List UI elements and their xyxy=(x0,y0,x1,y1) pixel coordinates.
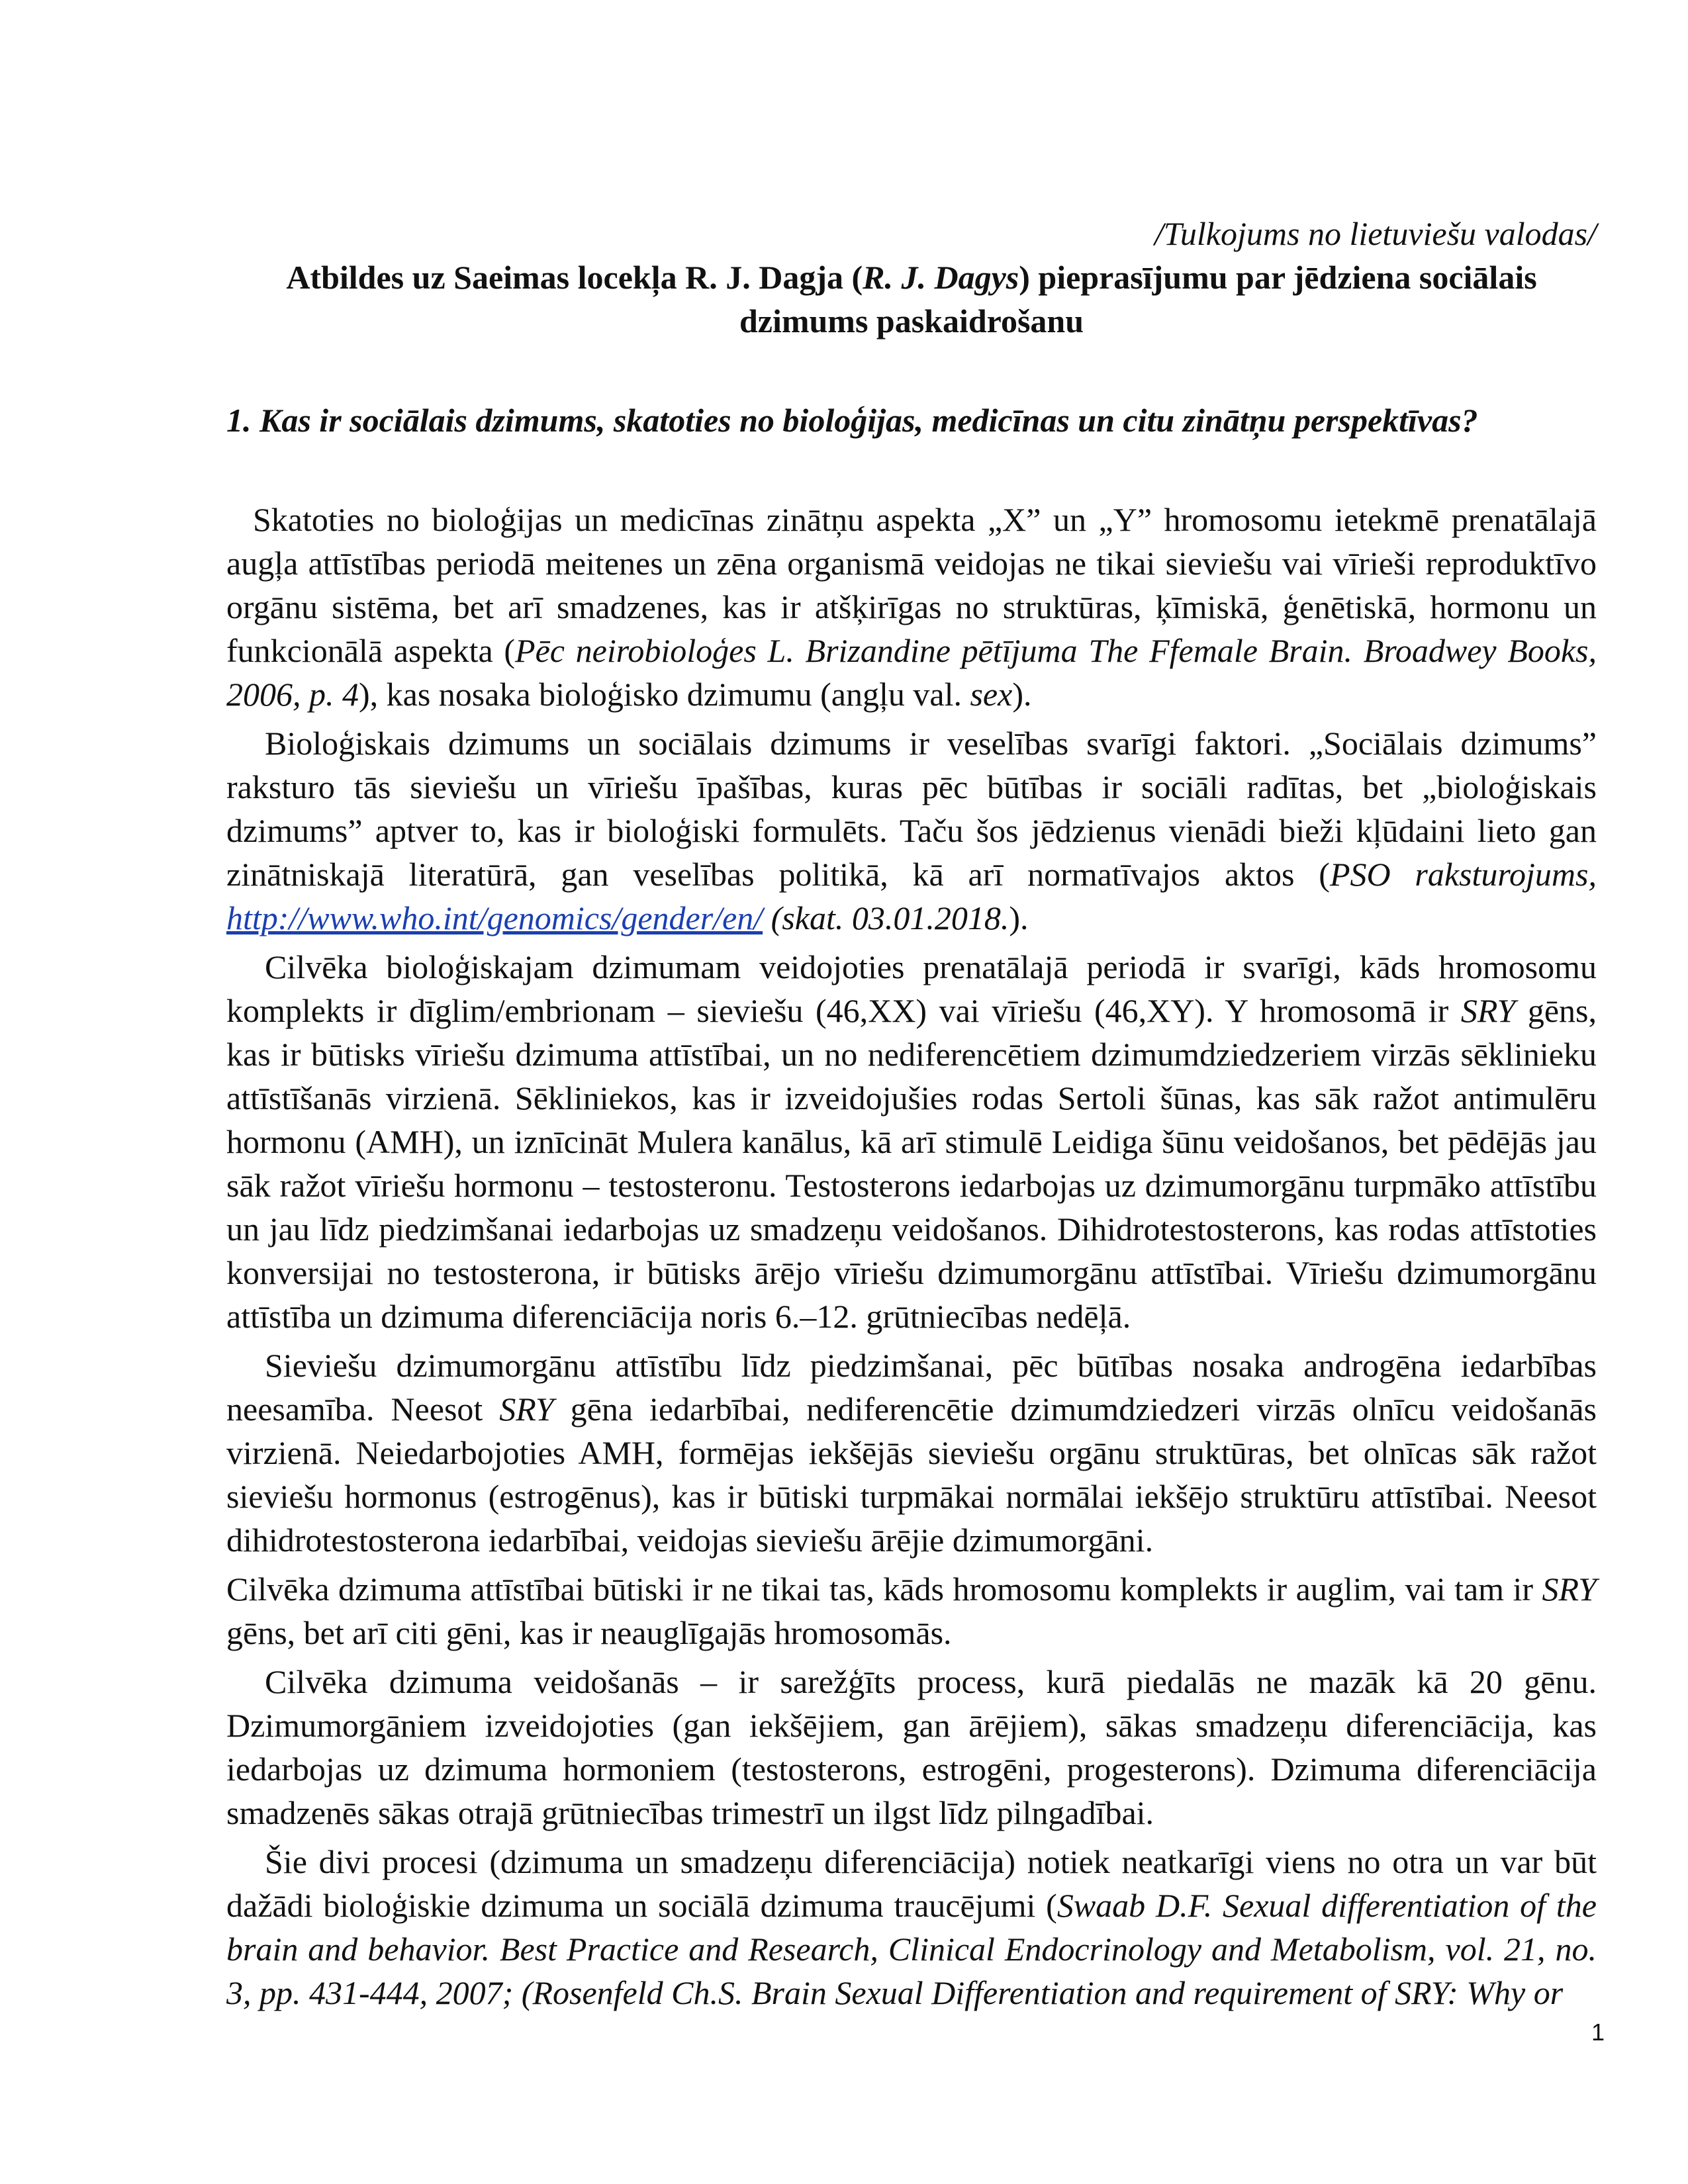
paragraph-text: ). xyxy=(1012,676,1032,713)
translation-note: /Tulkojums no lietuviešu valodas/ xyxy=(1154,215,1597,252)
gene-italic: SRY xyxy=(1460,992,1516,1029)
citation-italic: (skat. 03.01.2018. xyxy=(763,899,1009,936)
paragraph-text: Skatoties no bioloģijas un medicīnas zinātņu aspekta „X” un „Y” hromosomu ietekmē prenatālajā augļa attīstības periodā meitenes un zēna organismā veidojas ne tikai sieviešu vai vīrieši reproduktīvo orgānu sistēma, bet arī smadzenes, kas ir atšķirīgas no struktūras, ķīmiskā, ģenētiskā, hormonu un funkcionālā aspekta ( xyxy=(226,501,1597,669)
document-page xyxy=(226,212,1597,2020)
paragraph-5 xyxy=(226,1567,1597,1655)
who-link[interactable]: http://www.who.int/genomics/gender/en/ xyxy=(226,899,763,936)
paragraph-1 xyxy=(226,498,1597,716)
paragraph-6: Cilvēka dzimuma veidošanās – ir sarežģīts process, kurā piedalās ne mazāk kā 20 gēnu. Dzimumorgāniem izveidojoties (gan iekšējiem, gan ārējiem), sākas smadzeņu diferenciācija, kas iedarbojas uz dzimuma hormoniem (testosterons, estrogēni, progesterons). Dzimuma diferenciācija smadzenēs sākas otrajā grūtniecības trimestrī un ilgst līdz pilngadībai. xyxy=(226,1663,1597,1831)
title-text: ) pieprasījumu par jēdziena sociālais xyxy=(1019,259,1537,296)
paragraph-text: ), kas nosaka bioloģisko dzimumu (angļu val. xyxy=(359,676,970,713)
paragraph-text: Bioloģiskais dzimums un sociālais dzimums ir veselības svarīgi faktori. „Sociālais dzimums” raksturo tās sieviešu un vīriešu īpašības, kuras pēc būtības ir sociāli radītas, bet „bioloģiskais dzimums” aptver to, kas ir bioloģiski formulēts. Taču šos jēdzienus vienādi bieži kļūdaini lieto gan zinātniskajā literatūrā, gan veselības politikā, kā arī normatīvajos aktos ( xyxy=(226,725,1597,893)
paragraph-text: gēns, kas ir būtisks vīriešu dzimuma attīstībai, un no nediferencētiem dzimumdziedzeriem virzās sēklinieku attīstīšanās virzienā. Sēkliniekos, kas ir izveidojušies rodas Sertoli šūnas, kas sāk ražot antimulēru hormonu (AMH), un iznīcināt Mulera kanālus, kā arī stimulē Leidiga šūnu veidošanos, bet pēdējās jau sāk ražot vīriešu hormonu – testosteronu. Testosterons iedarbojas uz dzimumorgānu turpmāko attīstību un jau līdz piedzimšanai iedarbojas uz smadzeņu veidošanos. Dihidrotestosterons, kas rodas attīstoties konversijai no testosterona, ir būtisks ārējo vīriešu dzimumorgānu attīstībai. Vīriešu dzimumorgānu attīstība un dzimuma diferenciācija noris 6.–12. grūtniecības nedēļā. xyxy=(226,992,1597,1335)
paragraph-2 xyxy=(226,721,1597,940)
paragraph-3 xyxy=(226,945,1597,1338)
question-heading: 1. Kas ir sociālais dzimums, skatoties no bioloģijas, medicīnas un citu zinātņu perspektīvas? xyxy=(226,402,1478,439)
paragraph-text: Cilvēka dzimuma attīstībai būtiski ir ne tikai tas, kāds hromosomu komplekts ir auglim, vai tam ir xyxy=(226,1570,1542,1608)
title-line-1 xyxy=(226,255,1597,299)
page-number: 1 xyxy=(1591,2019,1605,2046)
paragraph-text: gēns, bet arī citi gēni, kas ir neauglīgajās hromosomās. xyxy=(226,1614,952,1651)
paragraph-text: gēna iedarbībai, nediferencētie dzimumdziedzeri virzās olnīcu veidošanās virzienā. Neiedarbojoties AMH, formējas iekšējās sieviešu orgānu struktūras, bet olnīcas sāk ražot sieviešu hormonus (estrogēnus), kas ir būtiski turpmākai normālai iekšējo struktūru attīstībai. Neesot dihidrotestosterona iedarbībai, veidojas sieviešu ārējie dzimumorgāni. xyxy=(226,1390,1597,1559)
citation-italic: Swaab D.F. Sexual differentiation of the brain and behavior. Best Practice and Research, Clinical Endocrinology and Metabolism, vol. 21, no. 3, pp. 431-444, 2007; (Rosenfeld Ch.S. Brain Sexual Differentiation and requirement of SRY: Why or xyxy=(226,1887,1597,2011)
gene-italic: SRY xyxy=(1542,1570,1597,1608)
term-italic: sex xyxy=(970,676,1013,713)
title-text: Atbildes uz Saeimas locekļa R. J. Dagja ( xyxy=(286,259,863,296)
paragraph-7 xyxy=(226,1840,1597,2015)
paragraph-text: ). xyxy=(1009,899,1029,936)
citation-italic: PSO raksturojums, xyxy=(1329,856,1597,893)
title-line-2: dzimums paskaidrošanu xyxy=(739,302,1084,340)
paragraph-text: Sieviešu dzimumorgānu attīstību līdz piedzimšanai, pēc būtības nosaka androgēna iedarbības neesamība. Neesot xyxy=(226,1347,1597,1428)
gene-italic: SRY xyxy=(499,1390,554,1428)
paragraph-text: Cilvēka bioloģiskajam dzimumam veidojoties prenatālajā periodā ir svarīgi, kāds hromosomu komplekts ir dīglim/embrionam – sieviešu (46,XX) vai vīriešu (46,XY). Y hromosomā ir xyxy=(226,948,1597,1029)
paragraph-4 xyxy=(226,1343,1597,1562)
document-title xyxy=(226,255,1597,343)
title-name-italic: R. J. Dagys xyxy=(863,259,1019,296)
paragraph-text: Šie divi procesi (dzimuma un smadzeņu diferenciācija) notiek neatkarīgi viens no otra un var būt dažādi bioloģiskie dzimuma un sociālā dzimuma traucējumi ( xyxy=(226,1843,1597,1924)
citation-italic: Pēc neirobioloģes L. Brizandine pētījuma The Ffemale Brain. Broadwey Books, 2006, p. 4 xyxy=(226,632,1597,713)
